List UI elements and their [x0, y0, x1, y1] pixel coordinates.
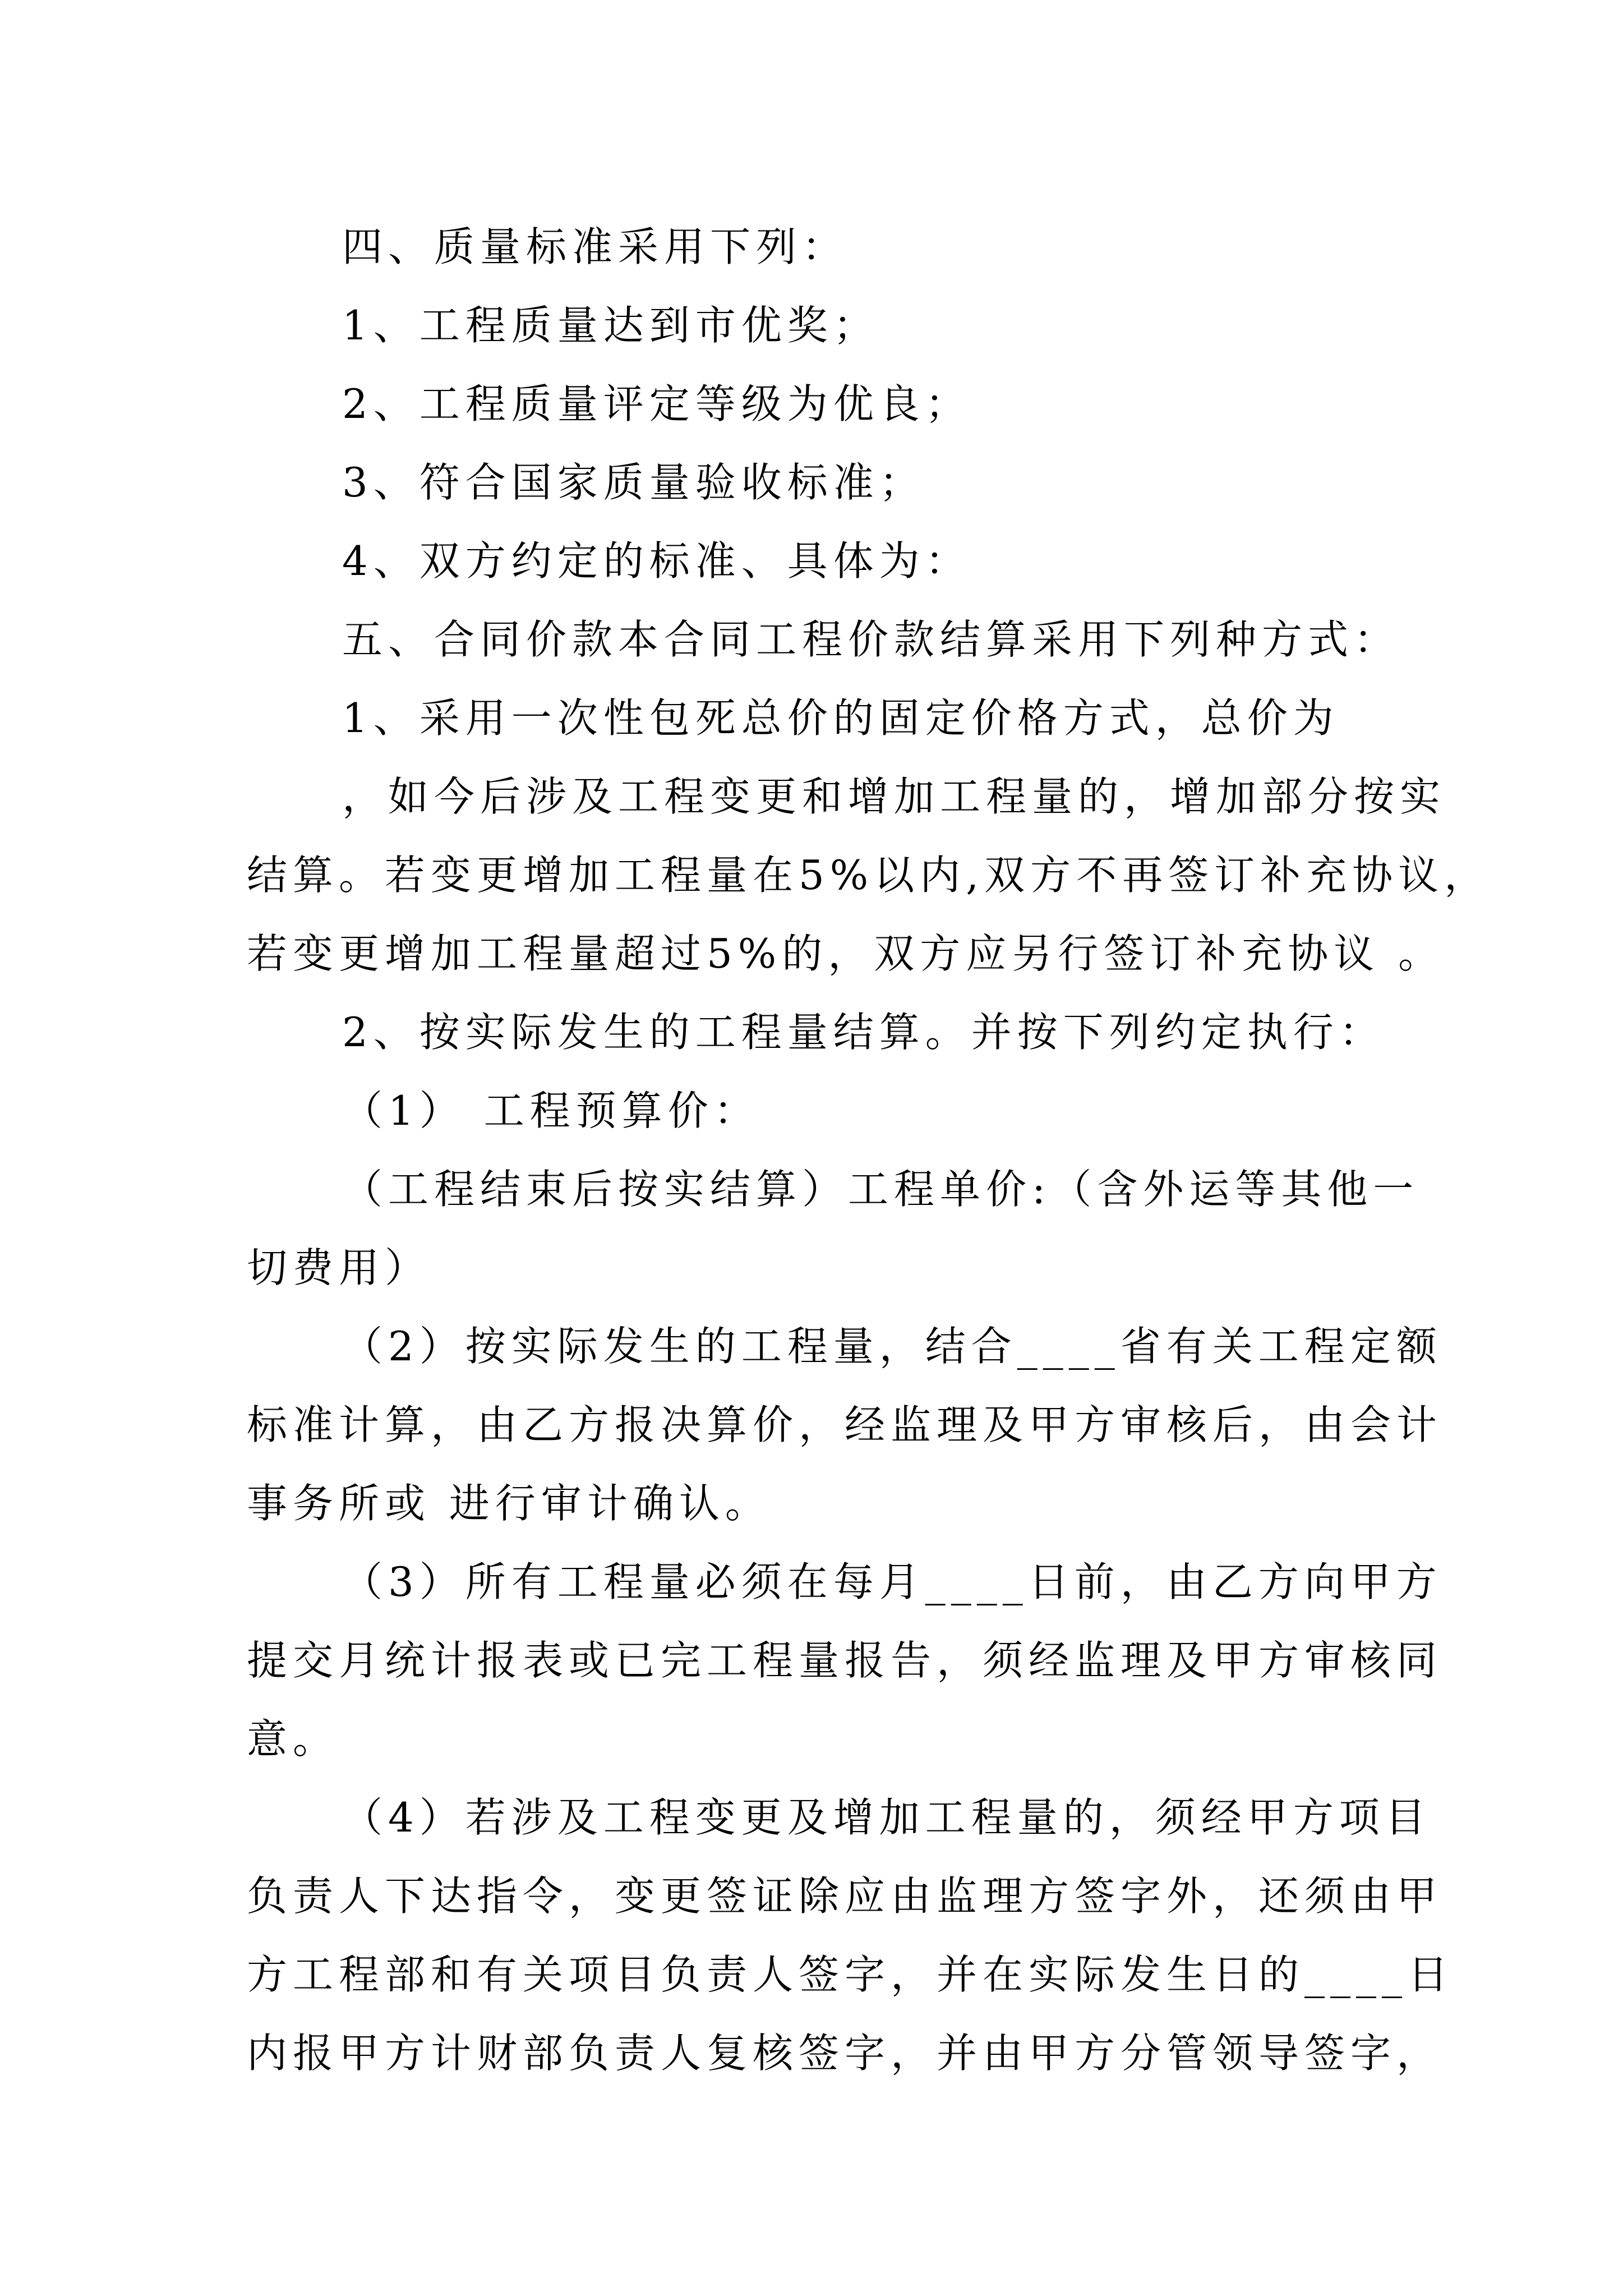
price-method-2: 2、按实际发生的工程量结算。并按下列约定执行： [342, 1009, 1385, 1056]
clause-1-unit-price-continued: 切费用） [247, 1244, 431, 1291]
clause-4-line-4: 内报甲方计财部负责人复核签字，并由甲方分管领导签字， [247, 2030, 1443, 2077]
quality-item-1: 1、工程质量达到市优奖； [342, 302, 879, 349]
clause-2-line-3: 事务所或 进行审计确认。 [247, 1480, 771, 1527]
quality-item-3: 3、符合国家质量验收标准； [342, 459, 925, 506]
quality-item-2: 2、工程质量评定等级为优良； [342, 380, 971, 427]
price-method-1-line-4: 若变更增加工程量超过5%的，双方应另行签订补充协议 。 [247, 930, 1445, 977]
clause-3-line-3: 意。 [247, 1715, 339, 1763]
clause-4-line-3: 方工程部和有关项目负责人签字，并在实际发生日的____日 [247, 1951, 1454, 1998]
clause-2-line-2: 标准计算，由乙方报决算价，经监理及甲方审核后，由会计 [247, 1401, 1443, 1448]
clause-4-line-2: 负责人下达指令，变更签证除应由监理方签字外，还须由甲 [247, 1872, 1443, 1920]
clause-2: （2）按实际发生的工程量，结合____省有关工程定额 [342, 1323, 1442, 1370]
section-five-heading: 五、合同价款本合同工程价款结算采用下列种方式： [342, 616, 1400, 663]
clause-4: （4）若涉及工程变更及增加工程量的，须经甲方项目 [342, 1794, 1431, 1841]
quality-item-4: 4、双方约定的标准、具体为： [342, 537, 971, 585]
clause-3: （3）所有工程量必须在每月____日前，由乙方向甲方 [342, 1558, 1442, 1605]
price-method-1-continued: ，如今后涉及工程变更和增加工程量的，增加部分按实 [342, 773, 1446, 820]
section-four-heading: 四、质量标准采用下列： [342, 223, 849, 270]
price-method-1-line-3: 结算。若变更增加工程量在5%以内,双方不再签订补充协议， [247, 852, 1491, 899]
clause-3-line-2: 提交月统计报表或已完工程量报告，须经监理及甲方审核同 [247, 1637, 1443, 1684]
document-body [247, 208, 1491, 2092]
price-method-1: 1、采用一次性包死总价的固定价格方式，总价为 [342, 694, 1339, 742]
clause-1: （1） 工程预算价： [342, 1087, 760, 1134]
clause-1-unit-price: （工程结束后按实结算）工程单价:（含外运等其他一 [342, 1166, 1419, 1213]
